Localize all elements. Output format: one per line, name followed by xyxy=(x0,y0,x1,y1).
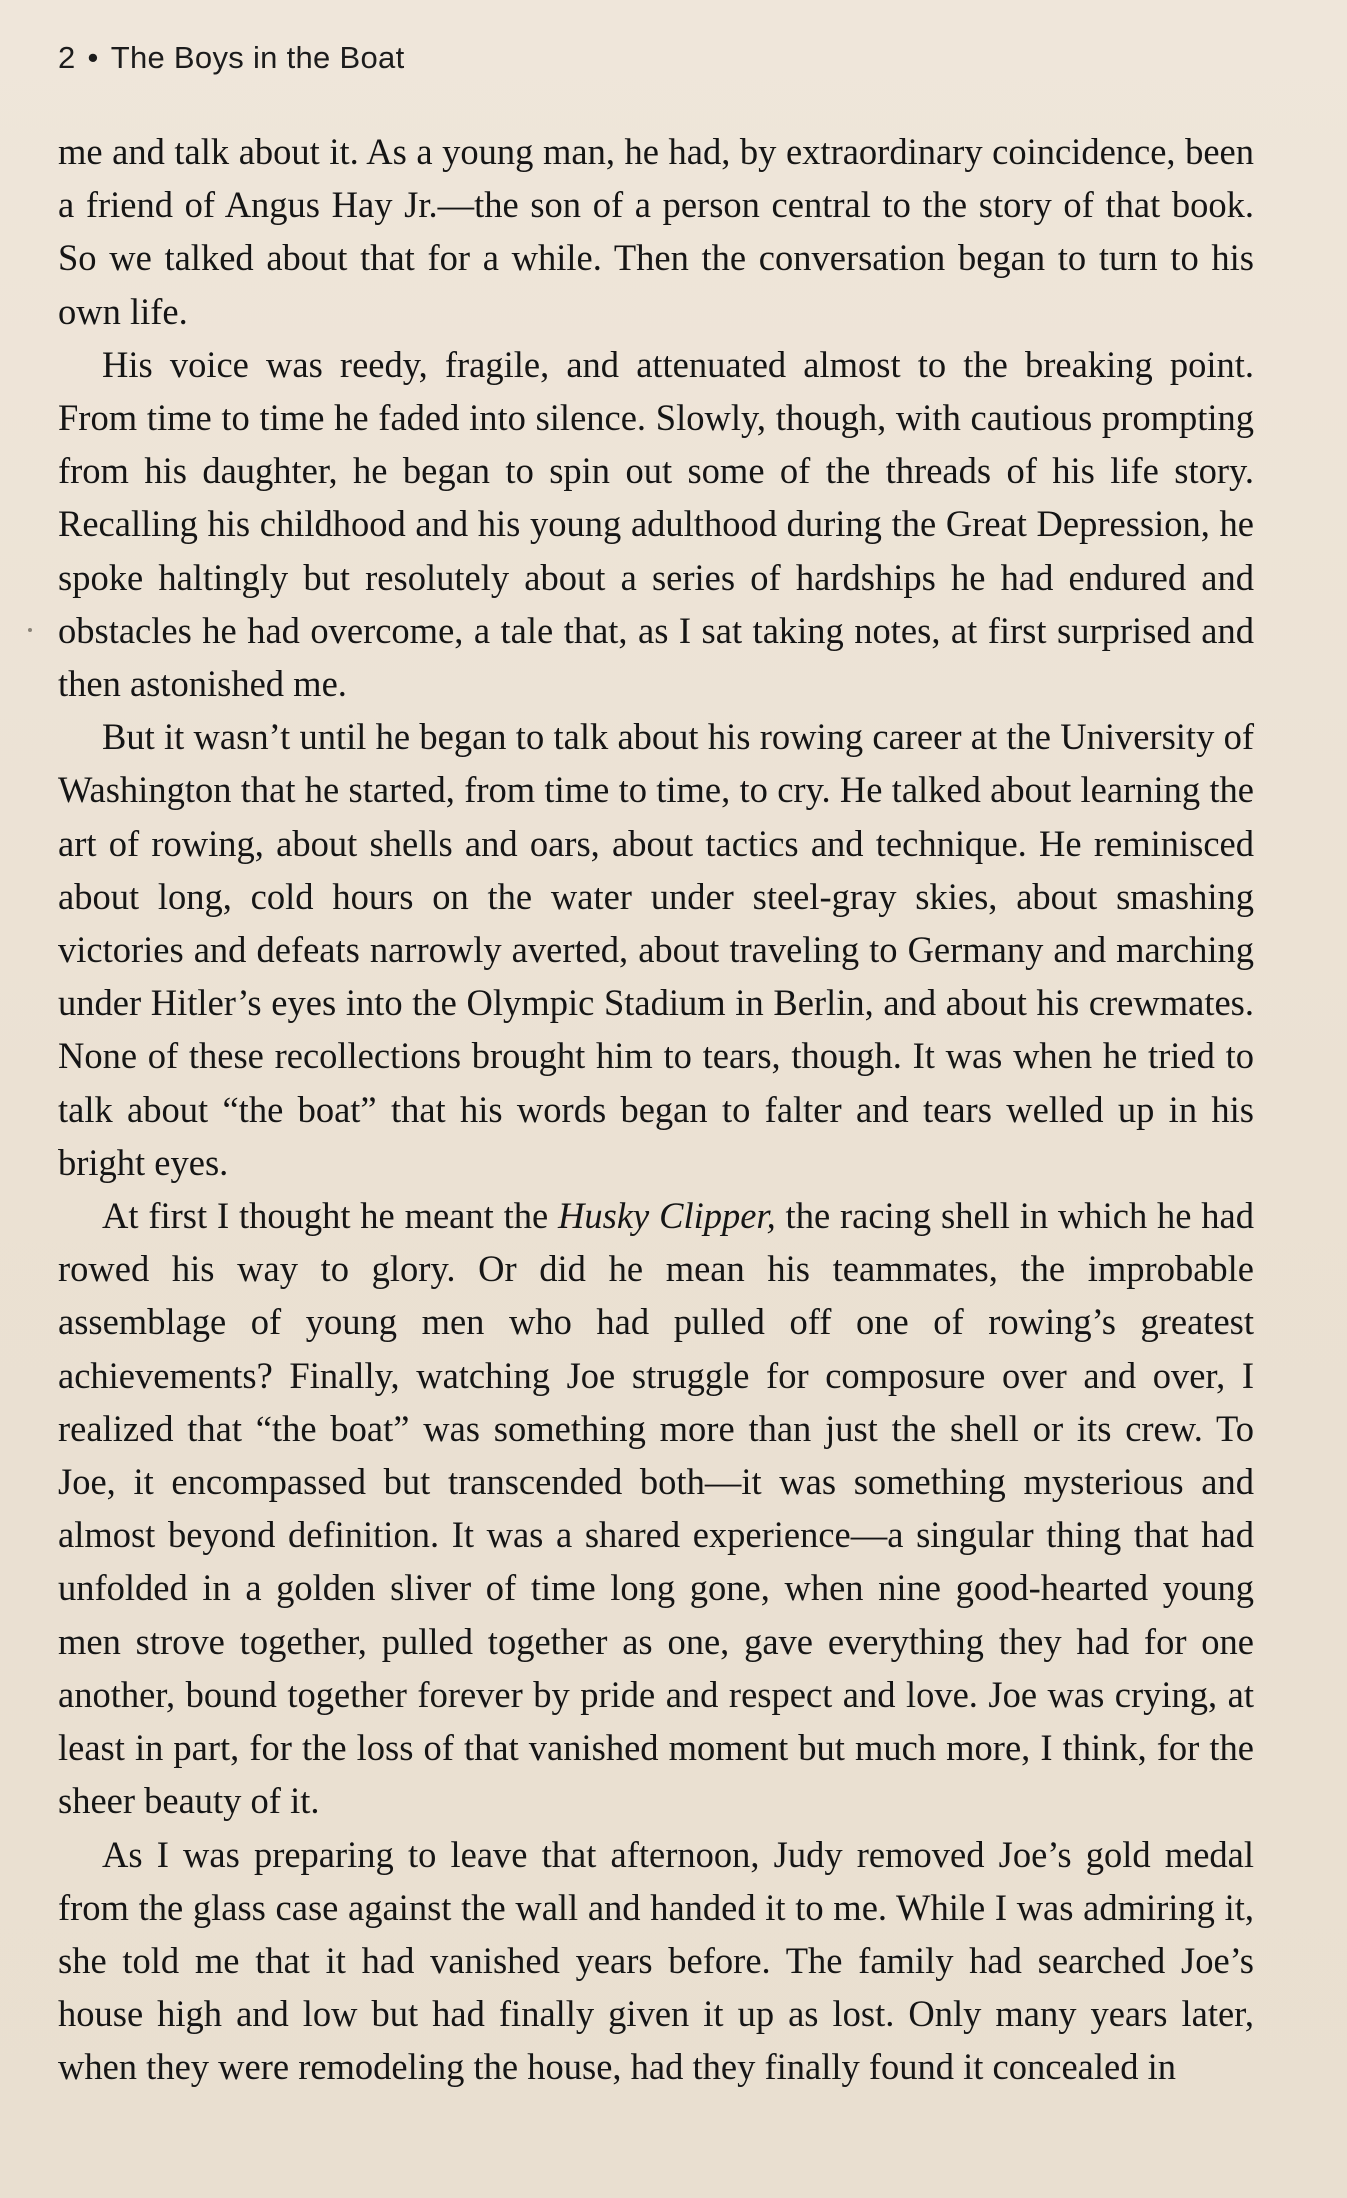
paragraph-4-rest: the racing shell in which he had rowed his way to glory. Or did he mean his teammates, the improbable assemblage of young men who had pulled off one of rowing’s greatest achievements? Finally, watching Joe struggle for composure over and over, I realized that “the boat” was something more than just the shell or its crew. To Joe, it encompassed but transcended both—it was something mysterious and almost beyond definition. It was a shared experience—a singular thing that had unfolded in a golden sliver of time long gone, when nine good-hearted young men strove together, pulled together as one, gave everything they had for one another, bound together forever by pride and respect and love. Joe was crying, at least in part, for the loss of that vanished moment but much more, I think, for the sheer beauty of it. xyxy=(58,1195,1255,1822)
paragraph-3: But it wasn’t until he began to talk about his rowing career at the University of Washington that he started, from time to time, to cry. He talked about learning the art of rowing, about shells and oars, about tactics and technique. He reminisced about long, cold hours on the water under steel-gray skies, about smashing victories and defeats narrowly averted, about traveling to Germany and marching under Hitler’s eyes into the Olympic Stadium in Berlin, and about his crewmates. None of these recollections brought him to tears, though. It was when he tried to talk about “the boat” that his words began to falter and tears welled up in his bright eyes. xyxy=(58,716,1254,1183)
running-head xyxy=(58,40,404,76)
header-separator: • xyxy=(87,40,99,75)
paragraph-4 xyxy=(58,1189,1254,1827)
page-number: 2 xyxy=(58,40,76,75)
paragraph-4-start: At first I thought he meant the xyxy=(102,1195,559,1237)
margin-dot xyxy=(28,628,32,632)
paragraph-5: As I was preparing to leave that afternoon, Judy removed Joe’s gold medal from the glass case against the wall and handed it to me. While I was admiring it, she told me that it had vanished years before. The family had searched Joe’s house high and low but had finally given it up as lost. Only many years later, when they were remodeling the house, had they finally found it concealed in xyxy=(58,1833,1254,2088)
book-title: The Boys in the Boat xyxy=(110,40,405,75)
body-text xyxy=(58,125,1254,2094)
boat-name-italic: Husky Clipper, xyxy=(558,1195,776,1237)
paragraph-1: me and talk about it. As a young man, he had, by extraordinary coincidence, been a friend of Angus Hay Jr.—the son of a person central to the story of that book. So we talked about that for a while. Then the conversation began to turn to his own life. xyxy=(58,131,1254,332)
paragraph-2: His voice was reedy, fragile, and attenuated almost to the breaking point. From time to time he faded into silence. Slowly, though, with cautious prompting from his daughter, he began to spin out some of the threads of his life story. Recalling his childhood and his young adulthood during the Great Depression, he spoke haltingly but resolutely about a series of hardships he had endured and obstacles he had overcome, a tale that, as I sat taking notes, at first surprised and then astonished me. xyxy=(58,343,1254,705)
